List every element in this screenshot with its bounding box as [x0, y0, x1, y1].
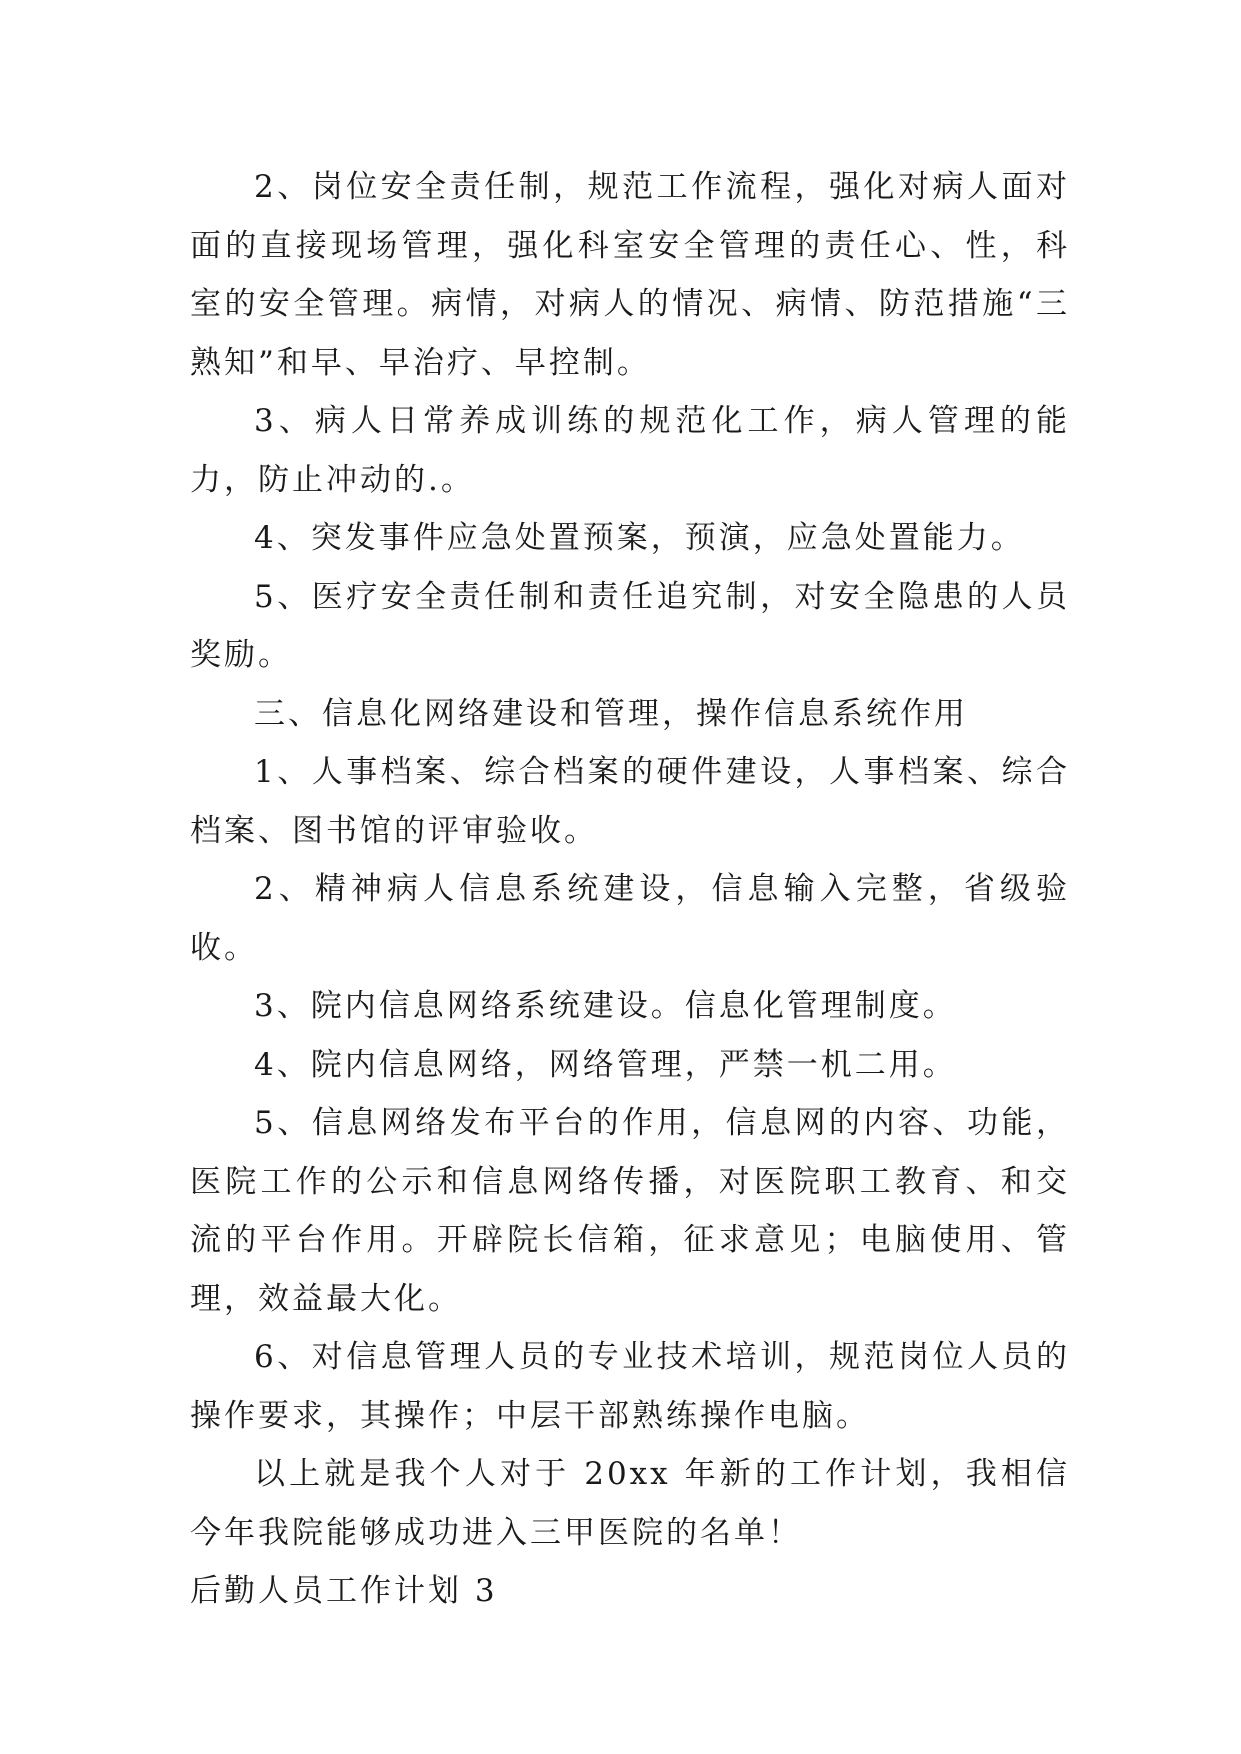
document-body [190, 158, 1070, 1621]
paragraph: 5、信息网络发布平台的作用，信息网的内容、功能，医院工作的公示和信息网络传播，对医院职工教育、和交流的平台作用。开辟院长信箱，征求意见；电脑使用、管理，效益最大化。 [190, 1105, 1070, 1317]
section-subheading: 三、信息化网络建设和管理，操作信息系统作用 [254, 695, 968, 732]
paragraph: 2、岗位安全责任制，规范工作流程，强化对病人面对面的直接现场管理，强化科室安全管理的责任心、性，科室的安全管理。病情，对病人的情况、病情、防范措施“三熟知”和早、早治疗、早控制。 [190, 169, 1070, 381]
paragraph: 3、院内信息网络系统建设。信息化管理制度。 [254, 988, 957, 1024]
paragraph: 6、对信息管理人员的专业技术培训，规范岗位人员的操作要求，其操作；中层干部熟练操作电脑。 [190, 1339, 1070, 1434]
paragraph: 5、医疗安全责任制和责任追究制，对安全隐患的人员奖励。 [190, 578, 1070, 673]
section-heading: 后勤人员工作计划 3 [190, 1573, 498, 1609]
paragraph: 3、病人日常养成训练的规范化工作，病人管理的能力，防止冲动的.。 [190, 403, 1070, 498]
paragraph: 4、院内信息网络，网络管理，严禁一机二用。 [254, 1046, 957, 1083]
paragraph: 4、突发事件应急处置预案，预演，应急处置能力。 [254, 520, 1025, 556]
paragraph: 2、精神病人信息系统建设，信息输入完整，省级验收。 [190, 871, 1070, 966]
paragraph: 以上就是我个人对于 20xx 年新的工作计划，我相信今年我院能够成功进入三甲医院的名单！ [190, 1456, 1070, 1551]
paragraph: 1、人事档案、综合档案的硬件建设，人事档案、综合档案、图书馆的评审验收。 [190, 754, 1070, 849]
